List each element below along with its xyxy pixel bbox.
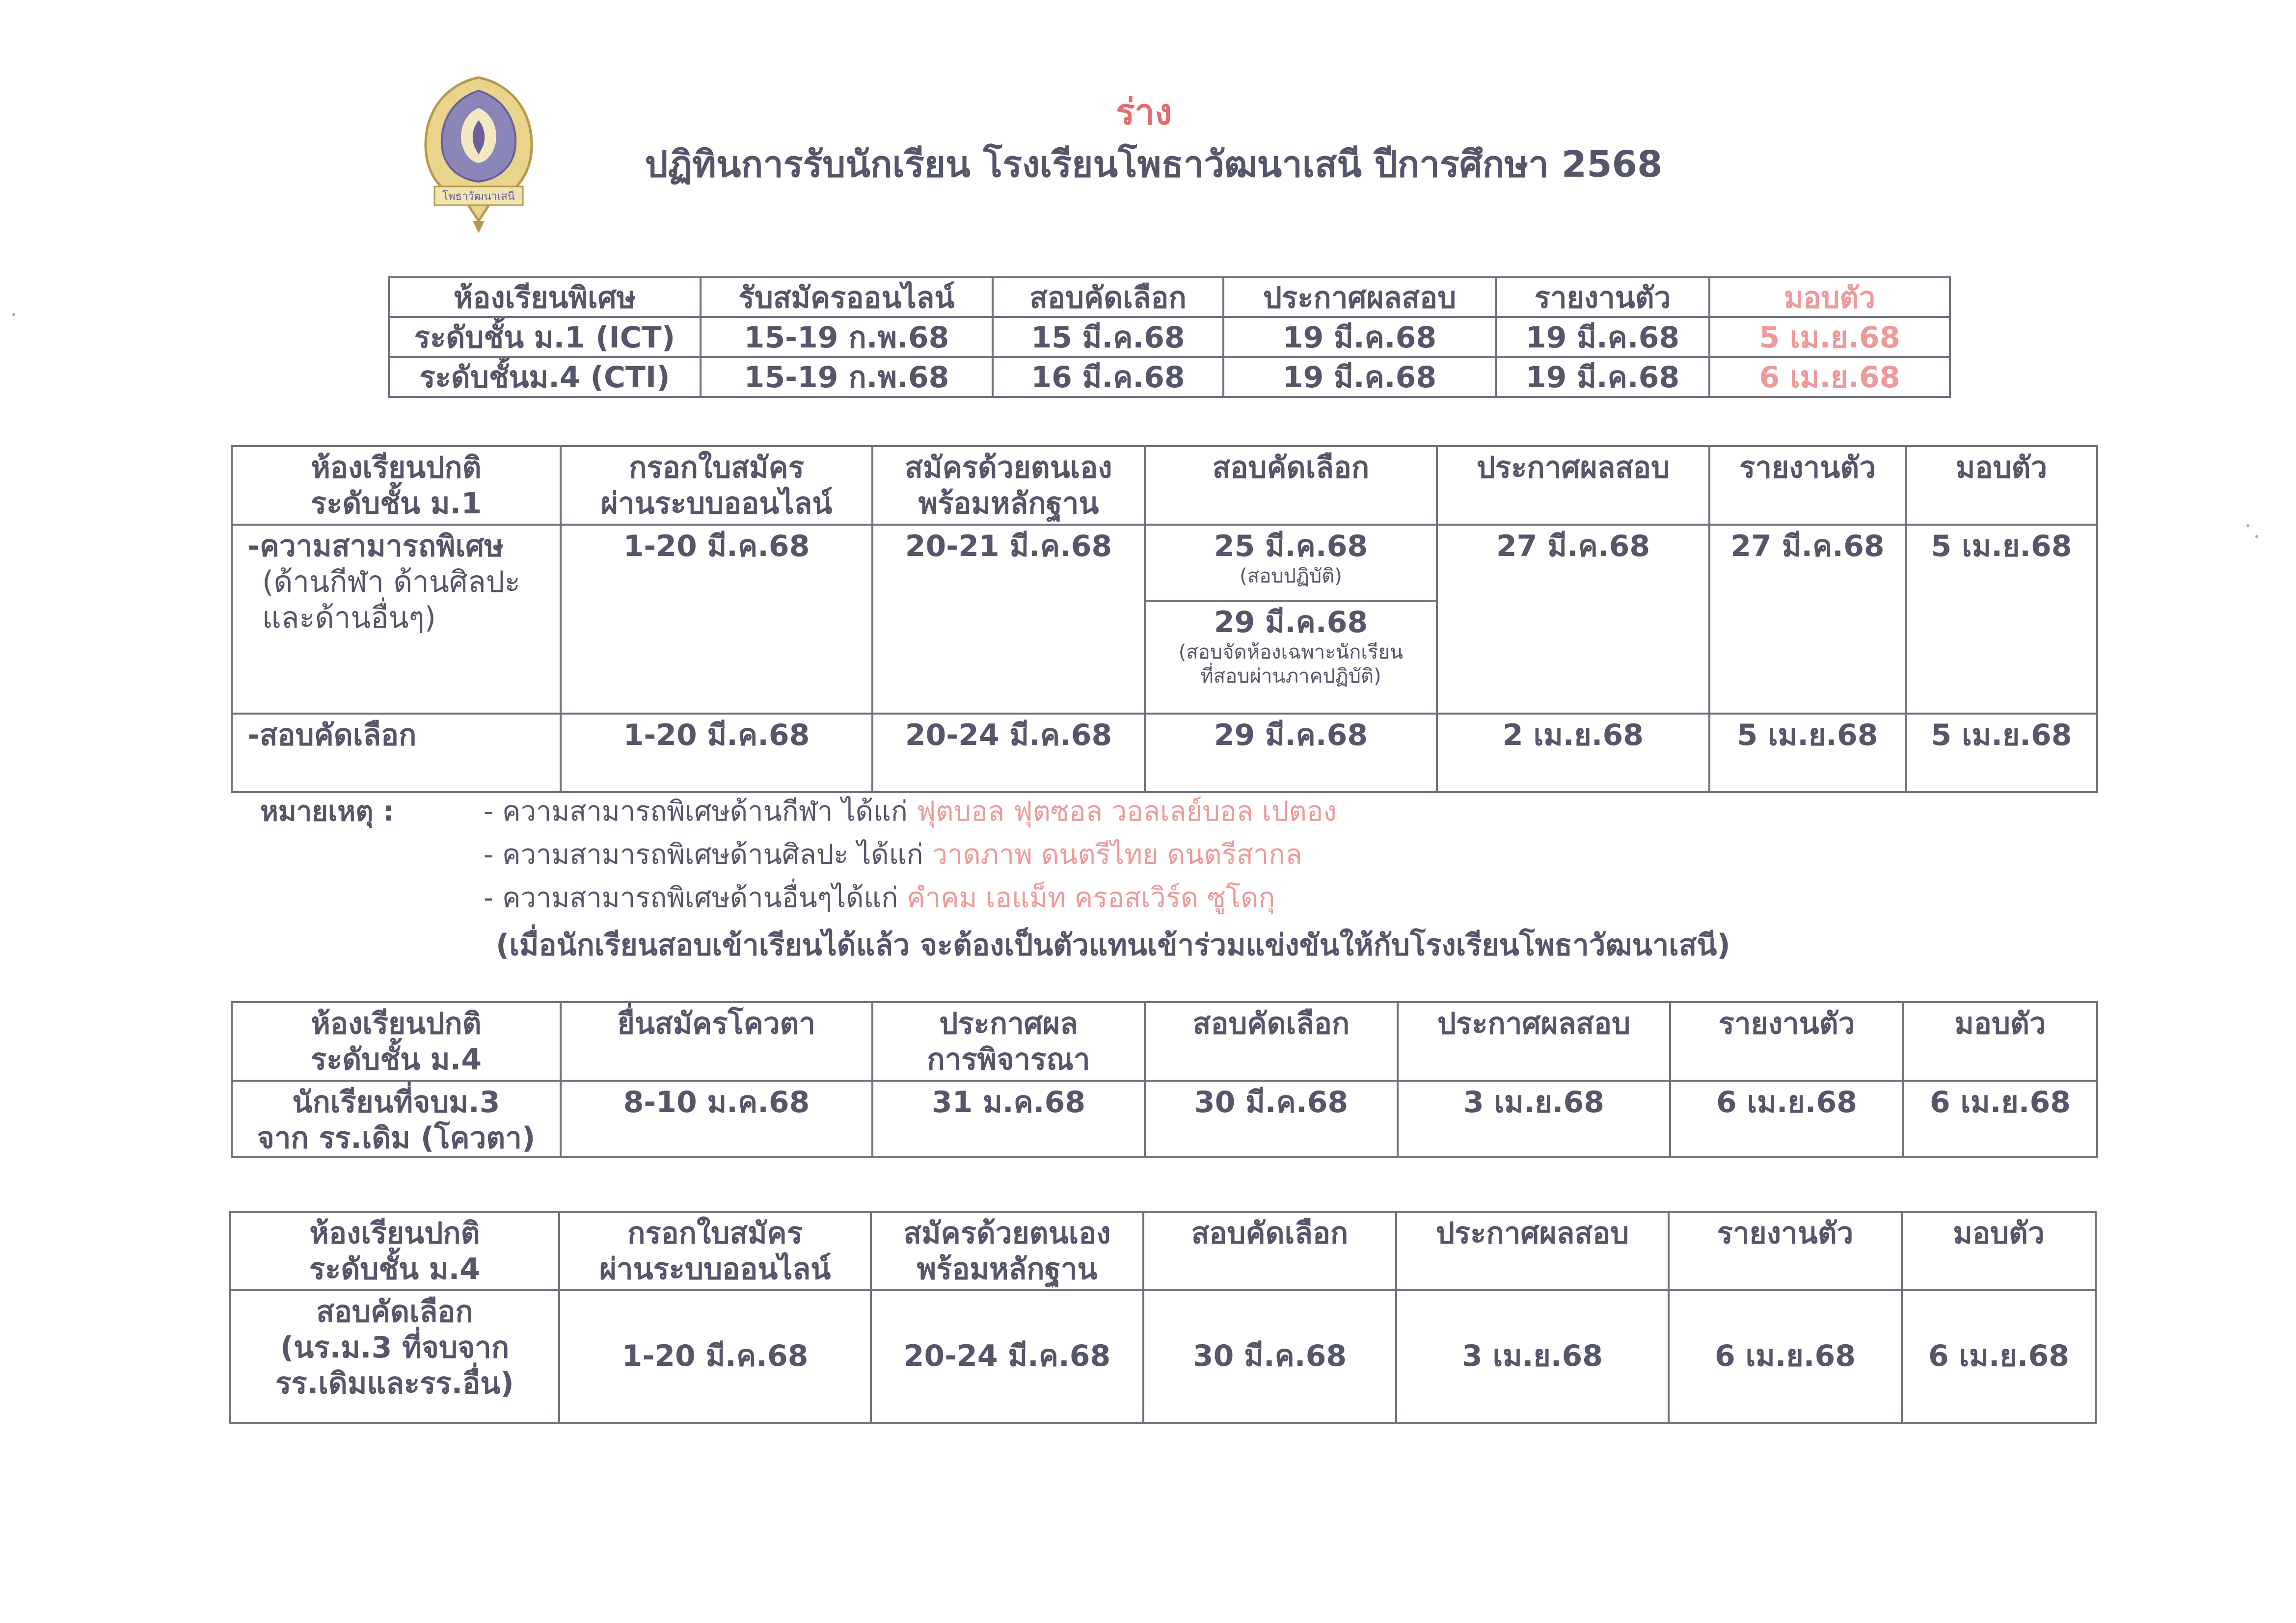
scan-speck [2255,535,2258,538]
table-cell: 19 มี.ค.68 [1223,357,1496,397]
table-row [232,714,2097,792]
note-prefix: - ความสามารถพิเศษด้านกีฬา ได้แก่ [484,796,917,827]
table-cell: 29 มี.ค.68 [1145,714,1437,792]
table-header-cell [872,446,1145,525]
row-label [232,1081,561,1157]
table-cell: 16 มี.ค.68 [993,357,1223,397]
row-label-line: นักเรียนที่จบม.3 [292,1085,500,1119]
table-row [232,525,2097,601]
table-cell: 1-20 มี.ค.68 [561,525,872,714]
note-line [484,876,1275,919]
table-cell: 19 มี.ค.68 [1496,317,1709,357]
draft-label: ร่าง [1115,91,1172,133]
header-line: ระดับชั้น ม.4 [310,1042,482,1077]
header-line: กรอกใบสมัคร [627,1216,803,1251]
note-items: ฟุตบอล ฟุตซอล วอลเลย์บอล เปตอง [916,796,1337,827]
row-label-line: -ความสามารถพิเศษ [247,529,504,563]
header-line: พร้อมหลักฐาน [918,486,1099,521]
header-line: ห้องเรียนปกติ [311,1007,482,1041]
table-cell: 31 ม.ค.68 [872,1081,1145,1157]
header-line: สมัครด้วยตนเอง [905,451,1112,485]
table-cell: 6 เม.ย.68 [1670,1081,1903,1157]
table-cell: 20-24 มี.ค.68 [872,714,1145,792]
row-label-line: สอบคัดเลือก [316,1295,473,1329]
table-header-cell: สอบคัดเลือก [1143,1212,1396,1290]
note-prefix: - ความสามารถพิเศษด้านศิลปะ ได้แก่ [484,839,932,871]
m4-quota-table [231,1001,2098,1158]
table-header-cell [232,1002,561,1081]
table-cell: 5 เม.ย.68 [1709,317,1950,357]
table-cell: 1-20 มี.ค.68 [559,1290,871,1423]
table-cell: 6 เม.ย.68 [1709,357,1950,397]
table-header-cell: ประกาศผลสอบ [1437,446,1709,525]
table-header-cell: รายงานตัว [1709,446,1906,525]
header-line: ห้องเรียนปกติ [309,1216,480,1251]
table-cell: 15 มี.ค.68 [993,317,1223,357]
table-cell: ระดับชั้นม.4 (CTI) [389,357,701,397]
table-header-cell: สอบคัดเลือก [1145,1002,1398,1081]
table-cell: 20-21 มี.ค.68 [872,525,1145,714]
table-header-row [230,1212,2096,1290]
table-header-cell [232,446,561,525]
page-title: ปฏิทินการรับนักเรียน โรงเรียนโพธาวัฒนาเสนี ปีการศึกษา 2568 [645,143,1663,186]
row-label-line: และด้านอื่นๆ) [262,601,436,636]
table-cell: 2 เม.ย.68 [1437,714,1709,792]
table-cell: ระดับชั้น ม.1 (ICT) [389,317,701,357]
table-cell: 19 มี.ค.68 [1223,317,1496,357]
table-header-row [232,1002,2097,1081]
table-row [230,1290,2096,1423]
table-row [389,357,1950,397]
table-cell: 6 เม.ย.68 [1903,1081,2097,1157]
table-cell: 30 มี.ค.68 [1143,1290,1396,1423]
table-row [232,1081,2097,1157]
table-header-cell: มอบตัว [1903,1002,2097,1081]
table-cell: 27 มี.ค.68 [1437,525,1709,714]
table-row [389,317,1950,357]
table-cell: 15-19 ก.พ.68 [701,317,993,357]
table-header-cell: ประกาศผลสอบ [1223,277,1496,317]
table-cell: 5 เม.ย.68 [1906,525,2097,714]
table-header-cell: มอบตัว [1709,277,1950,317]
table-header-cell: ห้องเรียนพิเศษ [389,277,701,317]
table-header-cell: ยื่นสมัครโควตา [561,1002,872,1081]
table-cell: 6 เม.ย.68 [1902,1290,2096,1423]
header-line: ระดับชั้น ม.1 [310,486,482,521]
table-header-row [232,446,2097,525]
table-cell [1145,525,1437,601]
note-line [484,832,1302,876]
exam-date: 25 มี.ค.68 [1214,529,1368,563]
table-cell: 20-24 มี.ค.68 [871,1290,1143,1423]
table-header-cell: รายงานตัว [1496,277,1709,317]
table-header-cell: รายงานตัว [1670,1002,1903,1081]
table-cell: 3 เม.ย.68 [1396,1290,1669,1423]
notes-label: หมายเหตุ : [260,796,394,827]
table-header-cell: ประกาศผลสอบ [1398,1002,1670,1081]
row-label [230,1290,559,1423]
exam-note: ที่สอบผ่านภาคปฏิบัติ) [1200,665,1381,688]
table-cell: 27 มี.ค.68 [1709,525,1906,714]
table-header-cell [561,446,872,525]
table-cell: 15-19 ก.พ.68 [701,357,993,397]
table-header-cell: มอบตัว [1906,446,2097,525]
header-line: ระดับชั้น ม.4 [309,1252,481,1287]
exam-date: 29 มี.ค.68 [1214,605,1368,639]
table-header-cell [871,1212,1143,1290]
table-cell: 1-20 มี.ค.68 [561,714,872,792]
table-cell [1145,601,1437,714]
table-header-cell: มอบตัว [1902,1212,2096,1290]
svg-text:โพธาวัฒนาเสนี: โพธาวัฒนาเสนี [442,190,515,203]
table-cell: 5 เม.ย.68 [1906,714,2097,792]
scan-speck [2246,524,2249,527]
table-cell: 3 เม.ย.68 [1398,1081,1670,1157]
note-line [484,789,1337,833]
table-header-cell [872,1002,1145,1081]
table-header-cell [230,1212,559,1290]
table-header-cell: ประกาศผลสอบ [1396,1212,1669,1290]
table-cell: 6 เม.ย.68 [1669,1290,1902,1423]
note-final: (เมื่อนักเรียนสอบเข้าเรียนได้แล้ว จะต้องเป็นตัวแทนเข้าร่วมแข่งขันให้กับโรงเรียนโพธาวัฒนาเสนี) [496,928,1730,962]
header-line: ผ่านระบบออนไลน์ [600,486,833,521]
m4-regular-table [229,1211,2097,1424]
row-label-line: (ด้านกีฬา ด้านศิลปะ [262,565,521,600]
header-line: การพิจารณา [927,1042,1090,1077]
table-header-cell [559,1212,871,1290]
table-header-row [389,277,1950,317]
table-header-cell: รายงานตัว [1669,1212,1902,1290]
header-line: ห้องเรียนปกติ [311,451,482,485]
m1-regular-table [231,445,2098,793]
row-label [232,525,561,714]
note-items: วาดภาพ ดนตรีไทย ดนตรีสากล [932,839,1302,871]
header-line: ผ่านระบบออนไลน์ [599,1252,831,1287]
row-label-line: (นร.ม.3 ที่จบจาก [280,1330,510,1365]
row-label-line: รร.เดิมและรร.อื่น) [275,1366,514,1401]
header-line: กรอกใบสมัคร [629,451,804,485]
scan-speck [12,313,15,316]
exam-note: (สอบปฏิบัติ) [1240,565,1342,588]
table-cell: 30 มี.ค.68 [1145,1081,1398,1157]
header-line: พร้อมหลักฐาน [917,1252,1098,1287]
header-line: สมัครด้วยตนเอง [903,1216,1111,1251]
table-cell: 8-10 ม.ค.68 [561,1081,872,1157]
exam-note: (สอบจัดห้องเฉพาะนักเรียน [1178,641,1404,664]
row-label: -สอบคัดเลือก [232,714,561,792]
table-header-cell: สอบคัดเลือก [1145,446,1437,525]
table-header-cell: รับสมัครออนไลน์ [701,277,993,317]
table-cell: 5 เม.ย.68 [1709,714,1906,792]
note-items: คำคม เอแม็ท ครอสเวิร์ด ซูโดกุ [907,882,1275,914]
note-prefix: - ความสามารถพิเศษด้านอื่นๆได้แก่ [484,882,907,914]
row-label-line: จาก รร.เดิม (โควตา) [257,1121,536,1156]
school-logo [420,74,538,236]
special-classroom-table [388,276,1951,398]
table-header-cell: สอบคัดเลือก [993,277,1223,317]
header-line: ประกาศผล [939,1007,1078,1041]
table-cell: 19 มี.ค.68 [1496,357,1709,397]
